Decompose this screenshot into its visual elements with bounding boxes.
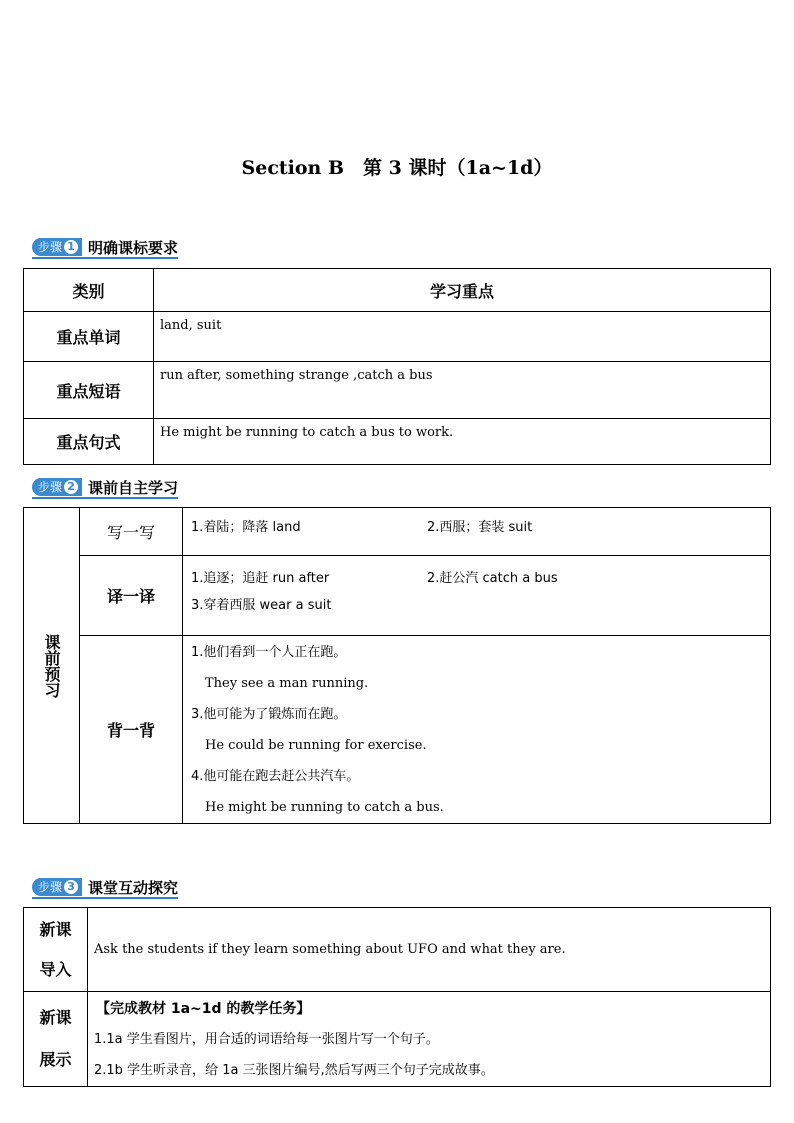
translate-item-3: 3.穿着西服 wear a suit: [191, 598, 332, 613]
show-line: 1.1a 学生看图片，用合适的词语给每一张图片写一个句子。: [94, 1032, 439, 1047]
show-label-line-2: 展示: [39, 1050, 72, 1069]
translate-item-2: 2.赶公汽 catch a bus: [427, 571, 558, 586]
show-label-line-1: 新课: [39, 1008, 72, 1027]
show-line: 2.1b 学生听录音，给 1a 三张图片编号,然后写两三个句子完成故事。: [94, 1063, 494, 1078]
translate-content: [183, 556, 771, 636]
curriculum-table: [23, 268, 771, 465]
row-content-phrases: run after, something strange ,catch a bus: [154, 362, 771, 419]
intro-label-line-2: 导入: [39, 959, 72, 979]
show-heading: 【完成教材 1a~1d 的教学任务】: [96, 1001, 311, 1017]
recite-line: They see a man running.: [205, 676, 369, 691]
recite-line: 1.他们看到一个人正在跑。: [191, 645, 347, 660]
row-content-sentences: He might be running to catch a bus to work.: [154, 419, 771, 465]
step-title: 明确课标要求: [88, 238, 179, 257]
write-item-2: 2.西服；套装 suit: [427, 520, 533, 535]
step-2-header: [32, 477, 178, 499]
show-content: [88, 992, 771, 1087]
write-item-1: 1.着陆；降落 land: [191, 520, 301, 535]
row-label-phrases: 重点短语: [24, 362, 154, 419]
recite-line: 3.他可能为了锻炼而在跑。: [191, 707, 347, 722]
step-number: 3: [64, 880, 78, 894]
recite-line: He might be running to catch a bus.: [205, 800, 444, 815]
col-header-focus: 学习重点: [154, 269, 771, 312]
intro-label: [24, 908, 88, 992]
step-number: 1: [64, 240, 78, 254]
classroom-table: [23, 907, 771, 1087]
step-1-header: [32, 237, 178, 259]
intro-content: Ask the students if they learn something about UFO and what they are.: [88, 908, 771, 992]
preview-side-label: 课前预习: [24, 508, 80, 824]
recite-line: He could be running for exercise.: [205, 738, 427, 753]
write-label: 写一写: [80, 508, 183, 556]
recite-line: 4.他可能在跑去赶公共汽车。: [191, 769, 360, 784]
row-label-words: 重点单词: [24, 312, 154, 362]
recite-content: [183, 636, 771, 824]
show-label: [24, 992, 88, 1087]
step-3-header: [32, 877, 178, 899]
write-content: [183, 508, 771, 556]
row-label-sentences: 重点句式: [24, 419, 154, 465]
step-badge-label: 步骤: [38, 880, 63, 894]
recite-label: 背一背: [80, 636, 183, 824]
step-badge: [32, 878, 82, 896]
preview-table: [23, 507, 771, 824]
step-title: 课堂互动探究: [88, 878, 179, 897]
step-badge: [32, 238, 82, 256]
step-badge-label: 步骤: [38, 240, 63, 254]
intro-label-line-1: 新课: [39, 919, 72, 939]
translate-item-1: 1.追逐；追赶 run after: [191, 571, 330, 586]
page-title: Section B 第 3 课时（1a~1d）: [241, 157, 553, 179]
step-number: 2: [64, 480, 78, 494]
translate-label: 译一译: [80, 556, 183, 636]
step-title: 课前自主学习: [88, 478, 179, 497]
row-content-words: land, suit: [154, 312, 771, 362]
step-badge-label: 步骤: [38, 480, 63, 494]
step-badge: [32, 478, 82, 496]
col-header-category: 类别: [24, 269, 154, 312]
